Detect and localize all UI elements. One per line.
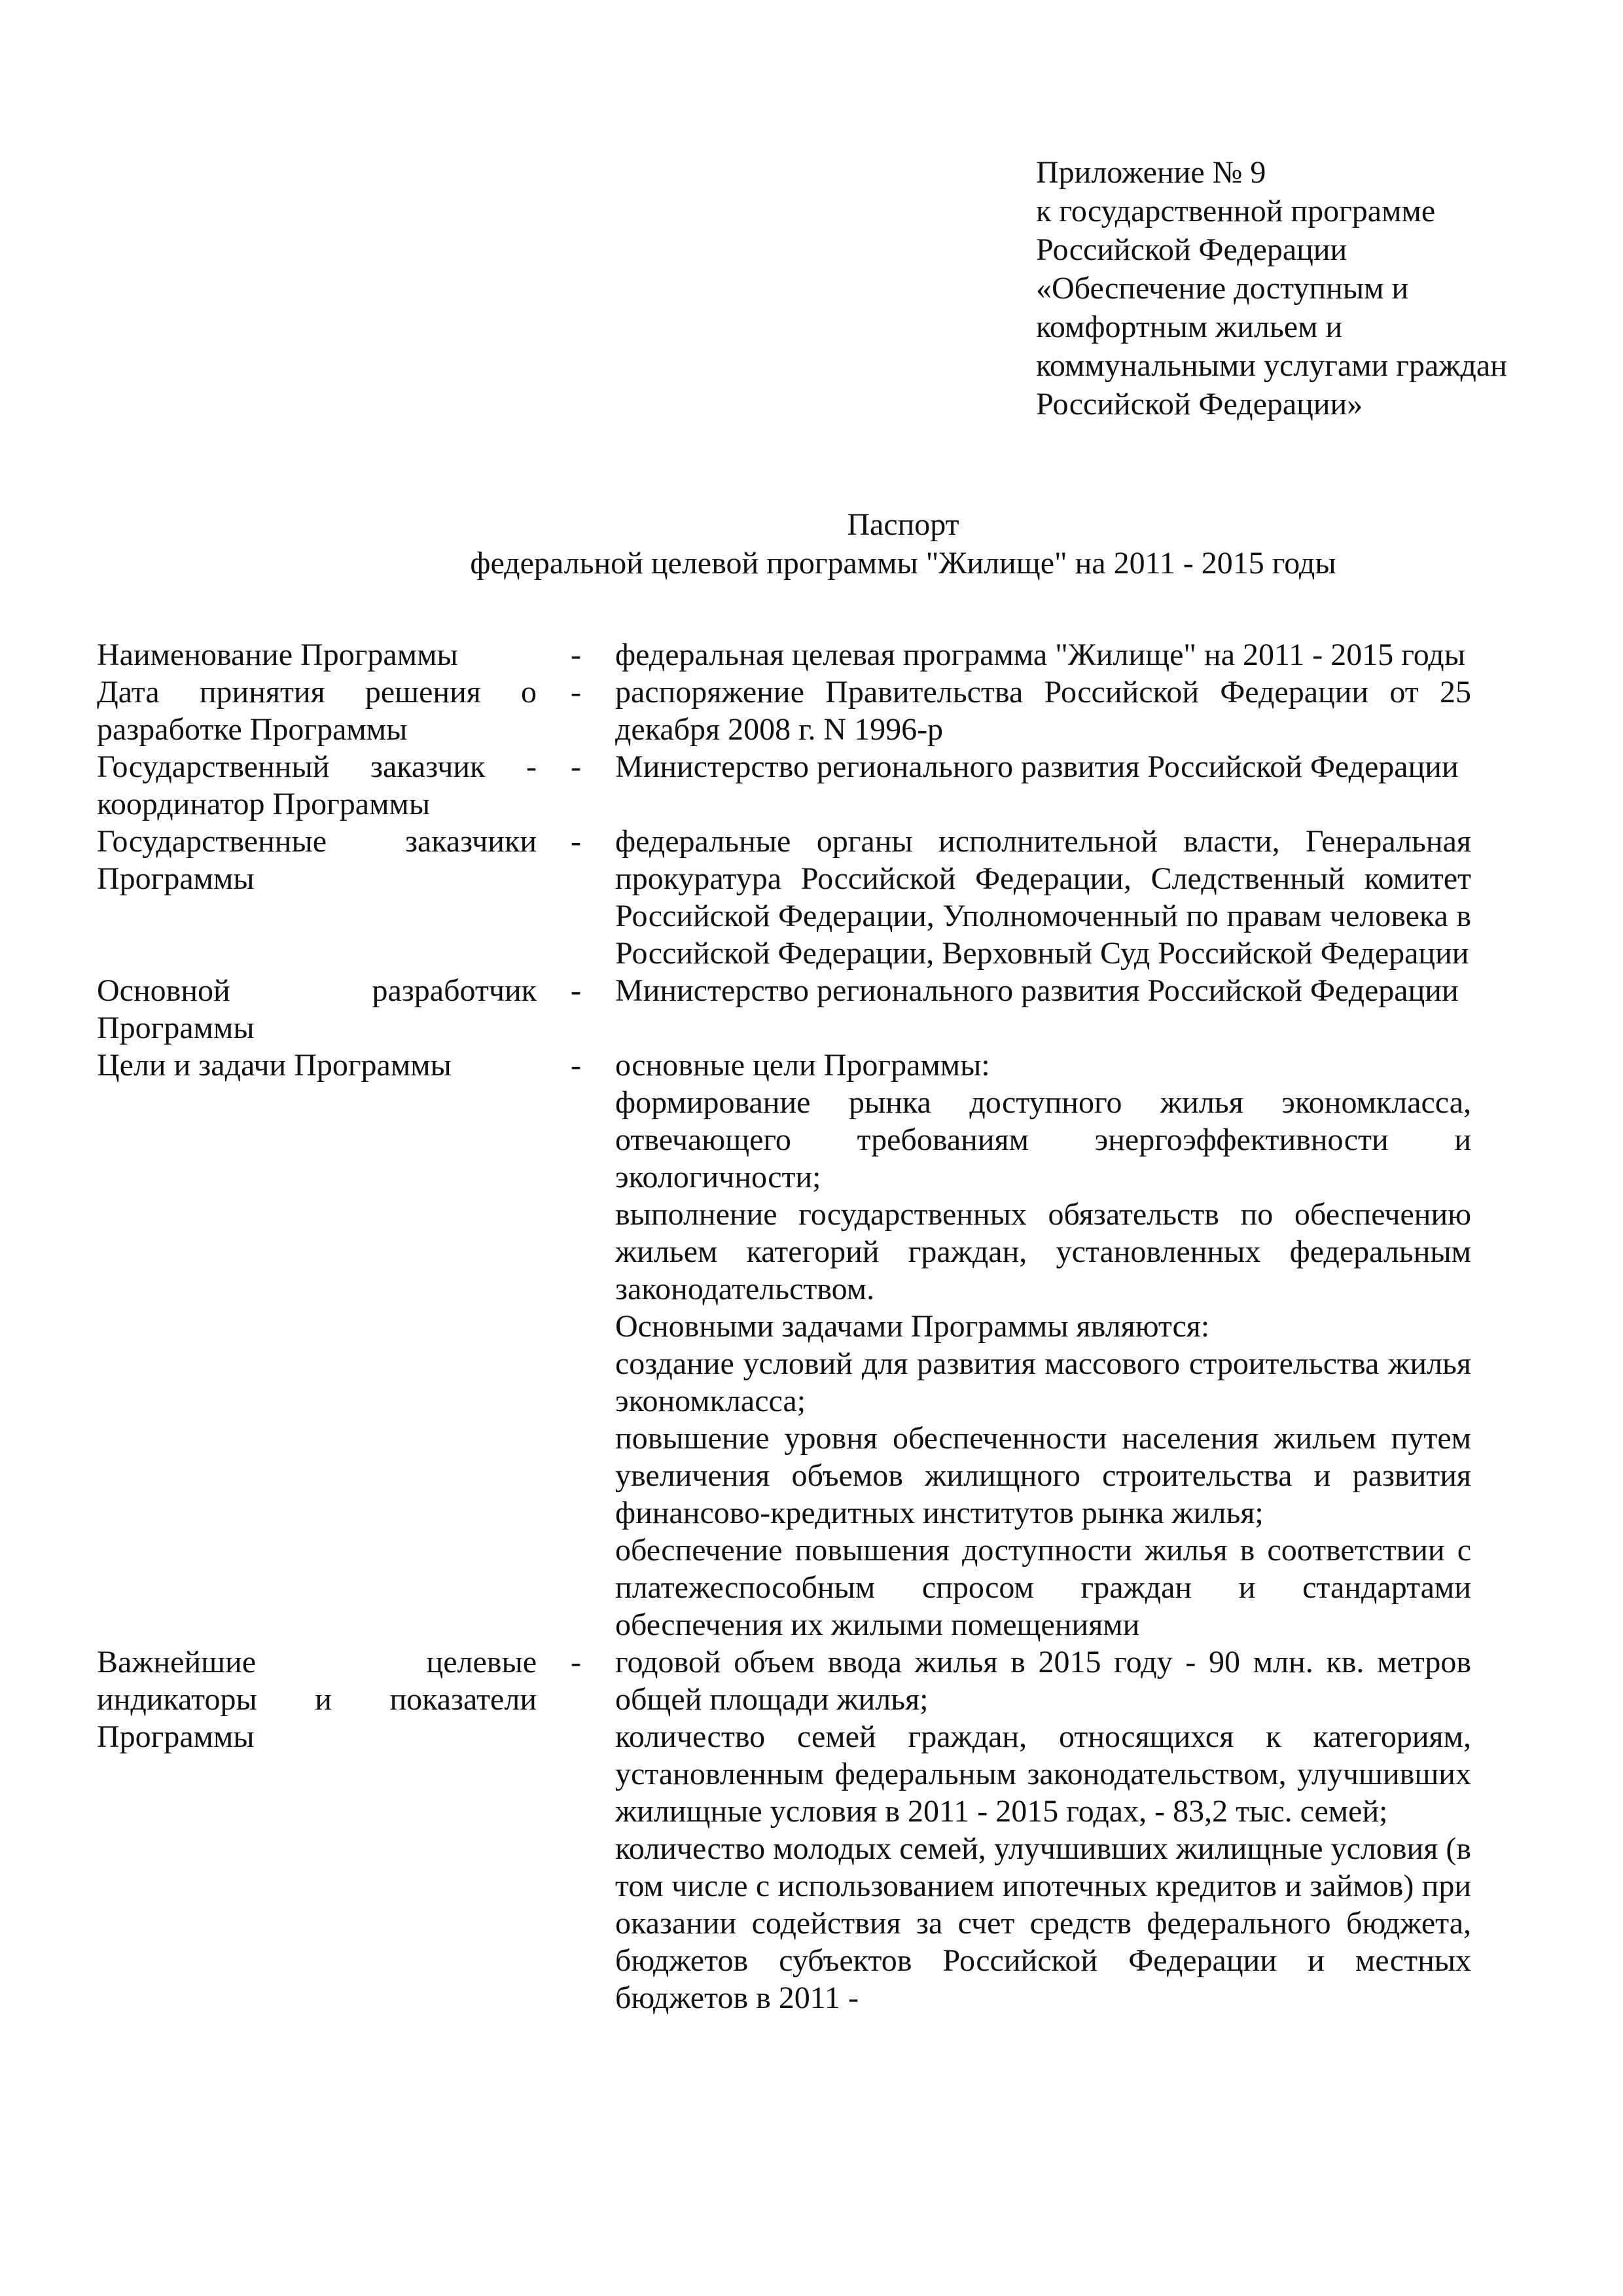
row-paragraph: повышение уровня обеспеченности населения жильем путем увеличения объемов жилищного строительства и развития финансово-кредитных институтов рынка жилья;: [615, 1421, 1471, 1530]
appendix-line: Российской Федерации»: [1036, 387, 1363, 422]
row-paragraph: Министерство регионального развития Российской Федерации: [615, 973, 1459, 1008]
passport-row-customers: [97, 823, 1471, 972]
appendix-line: «Обеспечение доступным и: [1036, 271, 1409, 306]
passport-row-program-name: [97, 636, 1471, 673]
title-line-1: Паспорт: [847, 507, 959, 542]
row-dash: -: [571, 675, 581, 709]
row-dash: -: [571, 749, 581, 784]
row-paragraph: количество семей граждан, относящихся к категориям, установленным федеральным законодательством, улучшивших жилищные условия в 2011 - 2015 годах, - 83,2 тыс. семей;: [615, 1719, 1471, 1829]
row-paragraph: создание условий для развития массового строительства жилья экономкласса;: [615, 1346, 1471, 1418]
title-line-2: федеральной целевой программы "Жилище" на 2011 - 2015 годы: [470, 546, 1336, 581]
appendix-line: коммунальными услугами граждан: [1036, 348, 1507, 383]
appendix-header: [1036, 153, 1546, 423]
row-label: Цели и задачи Программы: [97, 1048, 452, 1083]
passport-row-indicators: [97, 1643, 1471, 2017]
row-label: Основной разработчик Программы: [97, 973, 537, 1045]
row-paragraph: федеральные органы исполнительной власти, Генеральная прокуратура Российской Федерации, Следственный комитет Российской Федерации, Уполномоченный по правам человека в Российской Федерации, Верховный Суд Российской Федерации: [615, 824, 1471, 971]
row-paragraph: годовой объем ввода жилья в 2015 году - 90 млн. кв. метров общей площади жилья;: [615, 1645, 1471, 1717]
row-dash: -: [571, 824, 581, 859]
row-paragraph: обеспечение повышения доступности жилья в соответствии с платежеспособным спросом граждан и стандартами обеспечения их жилыми помещениями: [615, 1533, 1471, 1642]
appendix-line: комфортным жильем и: [1036, 310, 1343, 344]
row-content: [615, 748, 1471, 785]
row-paragraph: распоряжение Правительства Российской Федерации от 25 декабря 2008 г. N 1996-р: [615, 675, 1471, 747]
passport-title: [0, 505, 1623, 583]
row-paragraph: количество молодых семей, улучшивших жилищные условия (в том числе с использованием ипотечных кредитов и займов) при оказании содействия за счет средств федерального бюджета, бюджетов субъектов Российской Федерации и местных бюджетов в 2011 -: [615, 1831, 1471, 2015]
row-label: Дата принятия решения о разработке Программы: [97, 675, 537, 747]
row-paragraph: Министерство регионального развития Российской Федерации: [615, 749, 1459, 784]
passport-table: [97, 636, 1471, 2017]
appendix-line: к государственной программе: [1036, 194, 1436, 228]
row-label: Важнейшие целевые индикаторы и показатели Программы: [97, 1645, 537, 1754]
row-content: [615, 972, 1471, 1009]
row-content: [615, 636, 1471, 673]
row-paragraph: выполнение государственных обязательств по обеспечению жильем категорий граждан, установленных федеральным законодательством.: [615, 1197, 1471, 1306]
row-label: Государственный заказчик - координатор Программы: [97, 749, 537, 821]
row-paragraph: формирование рынка доступного жилья экономкласса, отвечающего требованиям энергоэффективности и экологичности;: [615, 1085, 1471, 1194]
row-content: [615, 1047, 1471, 1643]
row-paragraph: основные цели Программы:: [615, 1048, 990, 1083]
row-label: Государственные заказчики Программы: [97, 824, 537, 896]
passport-row-coordinator: [97, 748, 1471, 823]
row-dash: -: [571, 1645, 581, 1679]
passport-row-goals: [97, 1047, 1471, 1643]
row-dash: -: [571, 637, 581, 672]
passport-row-decision-date: [97, 673, 1471, 748]
row-dash: -: [571, 1048, 581, 1083]
row-paragraph: федеральная целевая программа "Жилище" на 2011 - 2015 годы: [615, 637, 1465, 672]
appendix-line: Российской Федерации: [1036, 232, 1347, 267]
row-dash: -: [571, 973, 581, 1008]
appendix-line: Приложение № 9: [1036, 155, 1266, 190]
row-content: [615, 1643, 1471, 2017]
row-content: [615, 823, 1471, 972]
row-content: [615, 673, 1471, 748]
row-paragraph: Основными задачами Программы являются:: [615, 1309, 1210, 1344]
passport-row-developer: [97, 972, 1471, 1047]
row-label: Наименование Программы: [97, 637, 458, 672]
